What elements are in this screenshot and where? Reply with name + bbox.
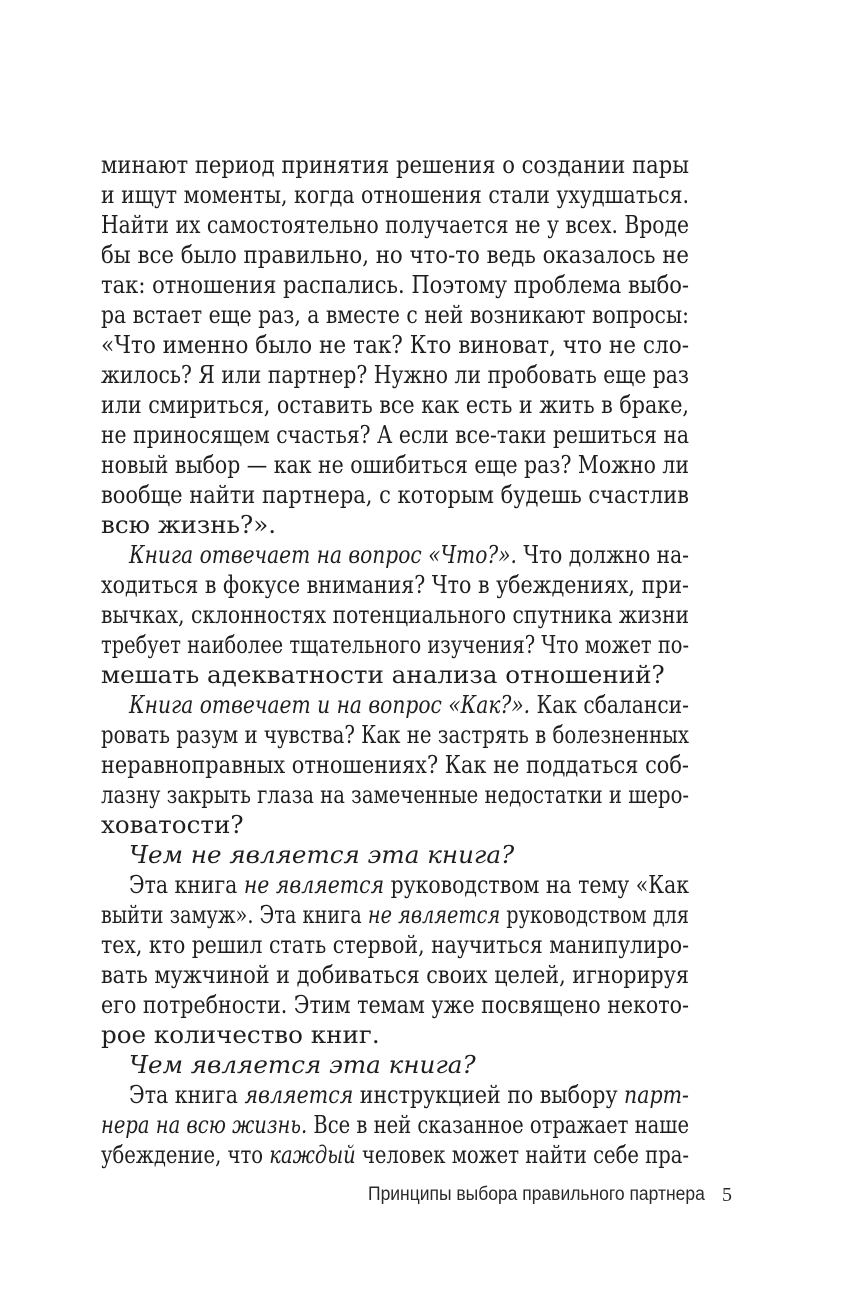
text-line-content xyxy=(101,1020,380,1050)
text-run: вообще найти партнера, с которым будешь счастлив xyxy=(101,480,689,509)
text-line xyxy=(101,840,689,870)
text-line-content xyxy=(101,390,689,420)
text-line-content xyxy=(101,600,689,630)
text-line-content xyxy=(101,570,689,600)
text-line xyxy=(101,660,689,690)
italic-text: не является xyxy=(367,900,501,929)
text-line xyxy=(101,870,689,900)
text-line-content xyxy=(101,1110,689,1140)
italic-text: является xyxy=(244,1080,354,1109)
text-run: руководством для xyxy=(500,900,689,929)
text-line-content xyxy=(101,420,689,450)
text-run: ховатости? xyxy=(101,810,244,839)
text-line-content xyxy=(101,300,689,330)
text-line xyxy=(101,570,689,600)
text-line-content xyxy=(101,270,689,300)
text-run: вычках, склонностях потенциального спутника жизни xyxy=(101,600,689,629)
text-line xyxy=(101,270,689,300)
text-line xyxy=(101,390,689,420)
text-line-content xyxy=(129,840,514,870)
text-run: его потребности. Этим темам уже посвящено некото- xyxy=(101,990,689,1019)
text-line-content xyxy=(101,660,665,690)
text-run: Эта книга xyxy=(129,1080,245,1109)
page-body xyxy=(101,150,689,1170)
text-line-content xyxy=(129,1080,689,1110)
text-line-content xyxy=(101,720,689,750)
text-run: тех, кто решил стать стервой, научиться манипулиро- xyxy=(101,930,689,959)
text-run: убеждение, что xyxy=(101,1140,270,1169)
italic-text: Книга отвечает на вопрос «Что?». xyxy=(129,540,517,569)
text-line-content xyxy=(101,930,689,960)
text-line-content xyxy=(101,810,244,840)
text-line xyxy=(101,180,689,210)
text-line xyxy=(101,720,689,750)
text-line xyxy=(101,420,689,450)
text-run: Эта книга xyxy=(129,870,244,899)
italic-text: Книга отвечает и на вопрос «Как?». xyxy=(129,690,531,719)
text-run: или смириться, оставить все как есть и жить в браке, xyxy=(101,390,689,419)
text-line-content xyxy=(101,360,689,390)
text-line-content xyxy=(129,690,689,720)
text-run: не приносящем счастья? А если все-таки решиться на xyxy=(101,420,689,449)
text-line xyxy=(101,300,689,330)
text-line xyxy=(101,960,689,990)
italic-text: парт- xyxy=(624,1080,689,1109)
text-run: рое количество книг. xyxy=(101,1020,380,1049)
text-line xyxy=(101,150,689,180)
text-line xyxy=(101,540,689,570)
text-line xyxy=(101,360,689,390)
text-run: ходиться в фокусе внимания? Что в убеждениях, при- xyxy=(101,570,689,599)
text-line xyxy=(101,1140,689,1170)
text-line-content xyxy=(101,750,689,780)
text-line xyxy=(101,1110,689,1140)
text-line xyxy=(101,330,689,360)
text-line-content xyxy=(101,240,689,270)
text-line-content xyxy=(101,330,689,360)
text-line-content xyxy=(101,960,689,990)
text-run: неравноправных отношениях? Как не поддаться соб- xyxy=(101,750,689,779)
text-line xyxy=(101,780,689,810)
text-run: вать мужчиной и добиваться своих целей, игнорируя xyxy=(101,960,689,989)
text-line xyxy=(101,210,689,240)
text-run: и ищут моменты, когда отношения стали ухудшаться. xyxy=(101,180,689,209)
text-line-content xyxy=(101,150,689,180)
text-run: руководством на тему «Как xyxy=(384,870,689,899)
italic-text: Чем является эта книга? xyxy=(129,1050,476,1079)
text-run: инструкцией по выбору xyxy=(353,1080,625,1109)
text-run: бы все было правильно, но что-то ведь оказалось не xyxy=(101,240,689,269)
text-line-content xyxy=(101,900,689,930)
text-line xyxy=(101,1080,689,1110)
text-run: Все в ней сказанное отражает наше xyxy=(307,1110,689,1139)
text-run: требует наиболее тщательного изучения? Что может по- xyxy=(101,630,689,659)
text-line-content xyxy=(101,480,689,510)
text-line xyxy=(101,1020,689,1050)
text-run: всю жизнь?». xyxy=(101,510,277,539)
text-run: новый выбор — как не ошибиться еще раз? Можно ли xyxy=(101,450,689,479)
text-line-content xyxy=(101,450,689,480)
text-run: Что должно на- xyxy=(516,540,689,569)
italic-text: не является xyxy=(243,870,385,899)
text-run: мешать адекватности анализа отношений? xyxy=(101,660,665,689)
text-line xyxy=(101,900,689,930)
italic-text: каждый xyxy=(269,1140,356,1169)
text-run: Найти их самостоятельно получается не у всех. Вроде xyxy=(101,210,689,239)
text-line-content xyxy=(129,870,689,900)
text-line xyxy=(101,1050,689,1080)
text-run: минают период принятия решения о создании пары xyxy=(101,150,689,179)
text-run: ровать разум и чувства? Как не застрять в болезненных xyxy=(101,720,689,749)
italic-text: Чем не является эта книга? xyxy=(129,840,515,869)
text-line-content xyxy=(101,1140,689,1170)
text-run: человек может найти себе пра- xyxy=(355,1140,689,1169)
text-line xyxy=(101,750,689,780)
text-line xyxy=(101,600,689,630)
text-run: лазну закрыть глаза на замеченные недостатки и шеро- xyxy=(101,780,689,809)
page-number: 5 xyxy=(722,1184,732,1206)
text-line-content xyxy=(101,510,276,540)
text-line xyxy=(101,450,689,480)
text-line xyxy=(101,510,689,540)
text-run: Как сбаланси- xyxy=(530,690,689,719)
text-line xyxy=(101,630,689,660)
text-run: выйти замуж». Эта книга xyxy=(101,900,368,929)
text-line-content xyxy=(101,180,689,210)
text-line xyxy=(101,810,689,840)
footer-title: Принципы выбора правильного партнера xyxy=(368,1184,705,1205)
text-run: жилось? Я или партнер? Нужно ли пробовать еще раз xyxy=(101,360,689,389)
italic-text: нера на всю жизнь. xyxy=(101,1110,308,1139)
text-line xyxy=(101,480,689,510)
text-run: ра встает еще раз, а вместе с ней возникают вопросы: xyxy=(101,300,689,329)
text-run: так: отношения распались. Поэтому проблема выбо- xyxy=(101,270,689,299)
text-line-content xyxy=(129,540,689,570)
text-line xyxy=(101,990,689,1020)
text-line-content xyxy=(101,210,689,240)
text-line xyxy=(101,930,689,960)
text-line-content xyxy=(101,630,689,660)
text-line-content xyxy=(101,990,689,1020)
text-line xyxy=(101,690,689,720)
running-footer xyxy=(368,1178,738,1212)
text-line-content xyxy=(129,1050,476,1080)
text-line xyxy=(101,240,689,270)
text-line-content xyxy=(101,780,689,810)
text-run: «Что именно было не так? Кто виноват, что не сло- xyxy=(101,330,689,359)
